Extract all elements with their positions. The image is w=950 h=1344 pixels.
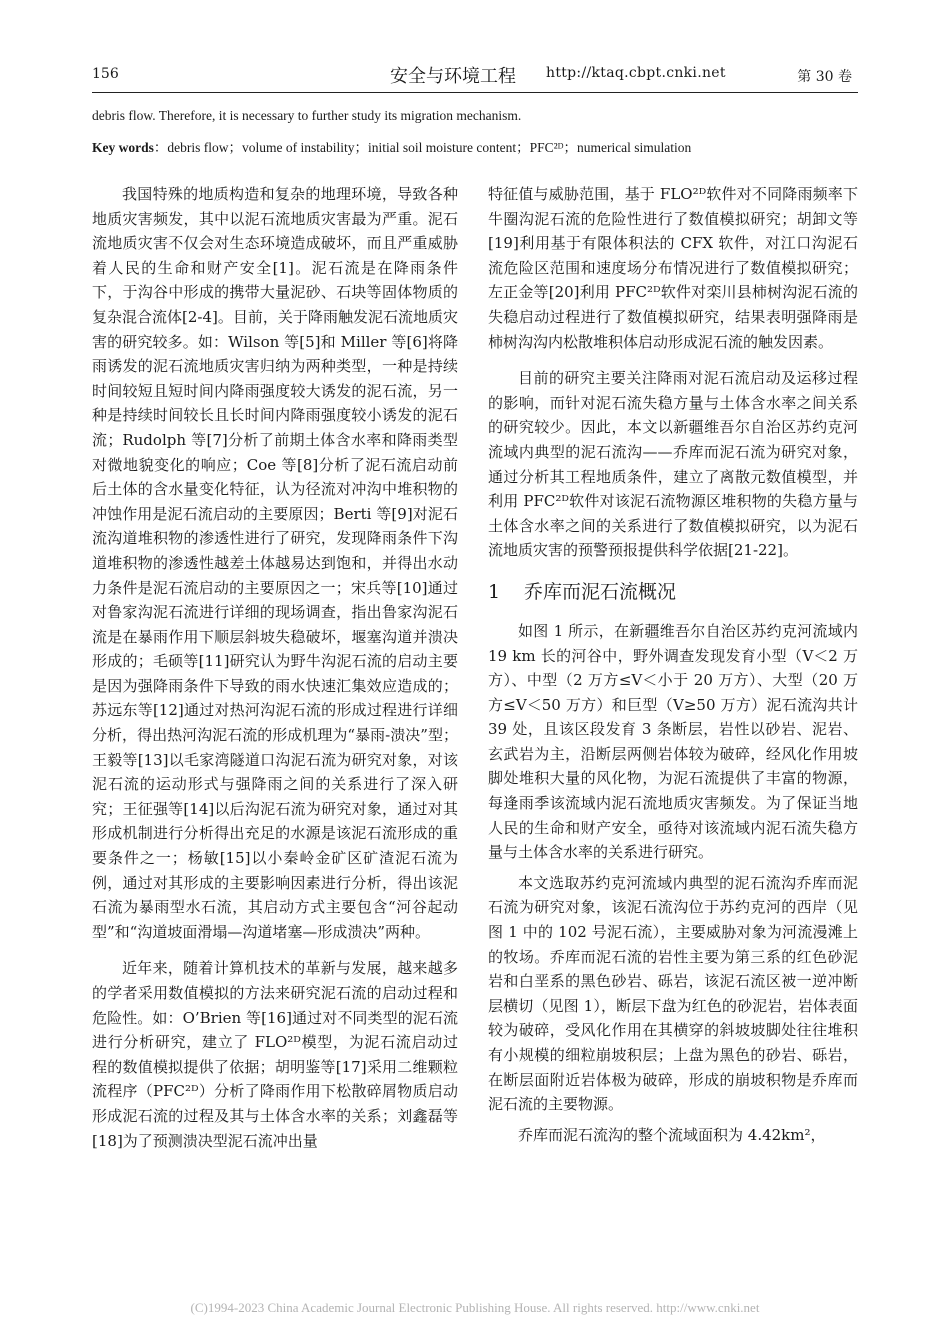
keywords-text: ：debris flow；volume of instability；initial soil moisture content；PFC²ᴰ；numerical simulation	[153, 140, 692, 155]
keywords-label: Key words	[92, 140, 154, 155]
abstract-tail: debris flow. Therefore, it is necessary to further study its migration mechanism.	[92, 108, 522, 123]
section-paragraph-2: 本文选取苏约克河流域内典型的泥石流沟乔库而泥石流为研究对象，该泥石流沟位于苏约克河的西岸（见图 1 中的 102 号泥石流），主要威胁对象为河流漫滩上的牧场。乔库而泥石流的岩性主要为第三系的红色砂泥岩和白垩系的黑色砂岩、砾岩，该泥石流区被一逆冲断层横切（见图 1），断层下盘为红色的砂泥岩，岩体表面较为破碎，受风化作用在其横穿的斜坡坡脚处往往堆积有小规模的细粒崩坡积层；上盘为黑色的砂岩、砾岩，在断层面附近岩体极为破碎，形成的崩坡积物是乔库而泥石流的主要物源。	[488, 873, 858, 1114]
journal-title: 安全与环境工程	[390, 66, 516, 87]
right-column	[488, 182, 858, 1147]
copyright-footer: (C)1994-2023 China Academic Journal Electronic Publishing House. All rights reserved. http://www.cnki.net	[190, 1300, 760, 1315]
intro-paragraph-2: 近年来，随着计算机技术的革新与发展，越来越多的学者采用数值模拟的方法来研究泥石流的启动过程和危险性。如：O’Brien 等[16]通过对不同类型的泥石流进行分析研究，建立了 FLO²ᴰ模型，为泥石流启动过程的数值模拟提供了依据；胡明鉴等[17]采用二维颗粒流程序（PFC²ᴰ）分析了降雨作用下松散碎屑物质启动形成泥石流的过程及其与土体含水率的关系；刘鑫磊等[18]为了预测溃决型泥石流冲出量	[92, 959, 458, 1150]
section-paragraph-1: 如图 1 所示，在新疆维吾尔自治区苏约克河流域内 19 km 长的河谷中，野外调查发现发育小型（V＜2 万方）、中型（2 万方≤V＜小于 20 万方）、大型（20 万方≤V＜50 万方）和巨型（V≥50 万方）泥石流沟共计 39 处，且该区段发育 3 条断层，岩性以砂岩、泥岩、玄武岩为主，沿断层两侧岩体较为破碎，经风化作用坡脚处堆积大量的风化物，为泥石流提供了丰富的物源，每逢雨季该流域内泥石流地质灾害频发。为了保证当地人民的生命和财产安全，亟待对该流域内泥石流失稳方量与土体含水率的关系进行研究。	[488, 621, 858, 862]
intro-paragraph-1: 我国特殊的地质构造和复杂的地理环境，导致各种地质灾害频发，其中以泥石流地质灾害最为严重。泥石流地质灾害不仅会对生态环境造成破坏，而且严重威胁着人民的生命和财产安全[1]。泥石流是在降雨条件下，于沟谷中形成的携带大量泥砂、石块等固体物质的复杂混合流体[2-4]。目前，关于降雨触发泥石流地质灾害的研究较多。如：Wilson 等[5]和 Miller 等[6]将降雨诱发的泥石流地质灾害归纳为两种类型，一种是持续时间较短且短时间内降雨强度较大诱发的泥石流，另一种是持续时间较长且长时间内降雨强度较小诱发的泥石流；Rudolph 等[7]分析了前期土体含水率和降雨类型对微地貌变化的响应；Coe 等[8]分析了泥石流启动前后土体的含水量变化特征，认为径流对冲沟中堆积物的冲蚀作用是泥石流启动的主要原因；Berti 等[9]对泥石流沟道堆积物的渗透性进行了研究，发现降雨条件下沟道堆积物的渗透性越差土体越易达到饱和，并得出水动力条件是泥石流启动的主要原因之一；宋兵等[10]通过对鲁家沟泥石流进行详细的现场调查，指出鲁家沟泥石流是在暴雨作用下顺层斜坡失稳破坏，堰塞沟道并溃决形成的；毛硕等[11]研究认为野牛沟泥石流的启动主要是因为强降雨条件下导致的雨水快速汇集效应造成的；苏远东等[12]通过对热河沟泥石流的形成过程进行详细分析，得出热河沟泥石流的形成机理为“暴雨-溃决”型；王毅等[13]以毛家湾隧道口沟泥石流为研究对象，对该泥石流的运动形式与强降雨之间的关系进行了深入研究；王征强等[14]以后沟泥石流为研究对象，通过对其形成机制进行分析得出充足的水源是该泥石流形成的重要条件之一；杨敏[15]以小秦岭金矿区矿渣泥石流为例，通过对其形成的主要影响因素进行分析，得出该泥石流为暴雨型水石流，其启动方式主要包含“河谷起动型”和“沟道坡面滑塌—沟道堵塞—形成溃决”两种。	[92, 185, 458, 941]
section-title: 乔库而泥石流概况	[524, 580, 677, 603]
intro-paragraph-2-continued: 特征值与威胁范围，基于 FLO²ᴰ软件对不同降雨频率下牛圈沟泥石流的危险性进行了数值模拟研究；胡卸文等[19]利用基于有限体积法的 CFX 软件，对江口沟泥石流危险区范围和速度场分布情况进行了数值模拟研究；左正金等[20]利用 PFC²ᴰ软件对栾川县柿树沟泥石流的失稳启动过程进行了数值模拟研究，结果表明强降雨是柿树沟沟内松散堆积体启动形成泥石流的触发因素。	[488, 185, 858, 351]
intro-paragraph-3: 目前的研究主要关注降雨对泥石流启动及运移过程的影响，而针对泥石流失稳方量与土体含水率之间关系的研究较少。因此，本文以新疆维吾尔自治区苏约克河流域内典型的泥石流沟——乔库而泥石流为研究对象，通过分析其工程地质条件，建立了离散元数值模型，并利用 PFC²ᴰ软件对该泥石流物源区堆积物的失稳方量与土体含水率之间的关系进行了数值模拟研究，以为泥石流地质灾害的预警预报提供科学依据[21-22]。	[488, 369, 858, 560]
volume-number: 第 30 卷	[797, 69, 852, 85]
section-number: 1	[488, 580, 501, 603]
left-column	[92, 182, 458, 1153]
header-rule	[92, 92, 858, 93]
keywords-line	[92, 136, 691, 156]
page-header	[92, 58, 858, 90]
section-paragraph-3: 乔库而泥石流沟的整个流域面积为 4.42km²，	[518, 1125, 826, 1144]
page-number: 156	[92, 66, 119, 82]
section-heading	[488, 579, 858, 605]
journal-url[interactable]: http://ktaq.cbpt.cnki.net	[546, 65, 726, 81]
